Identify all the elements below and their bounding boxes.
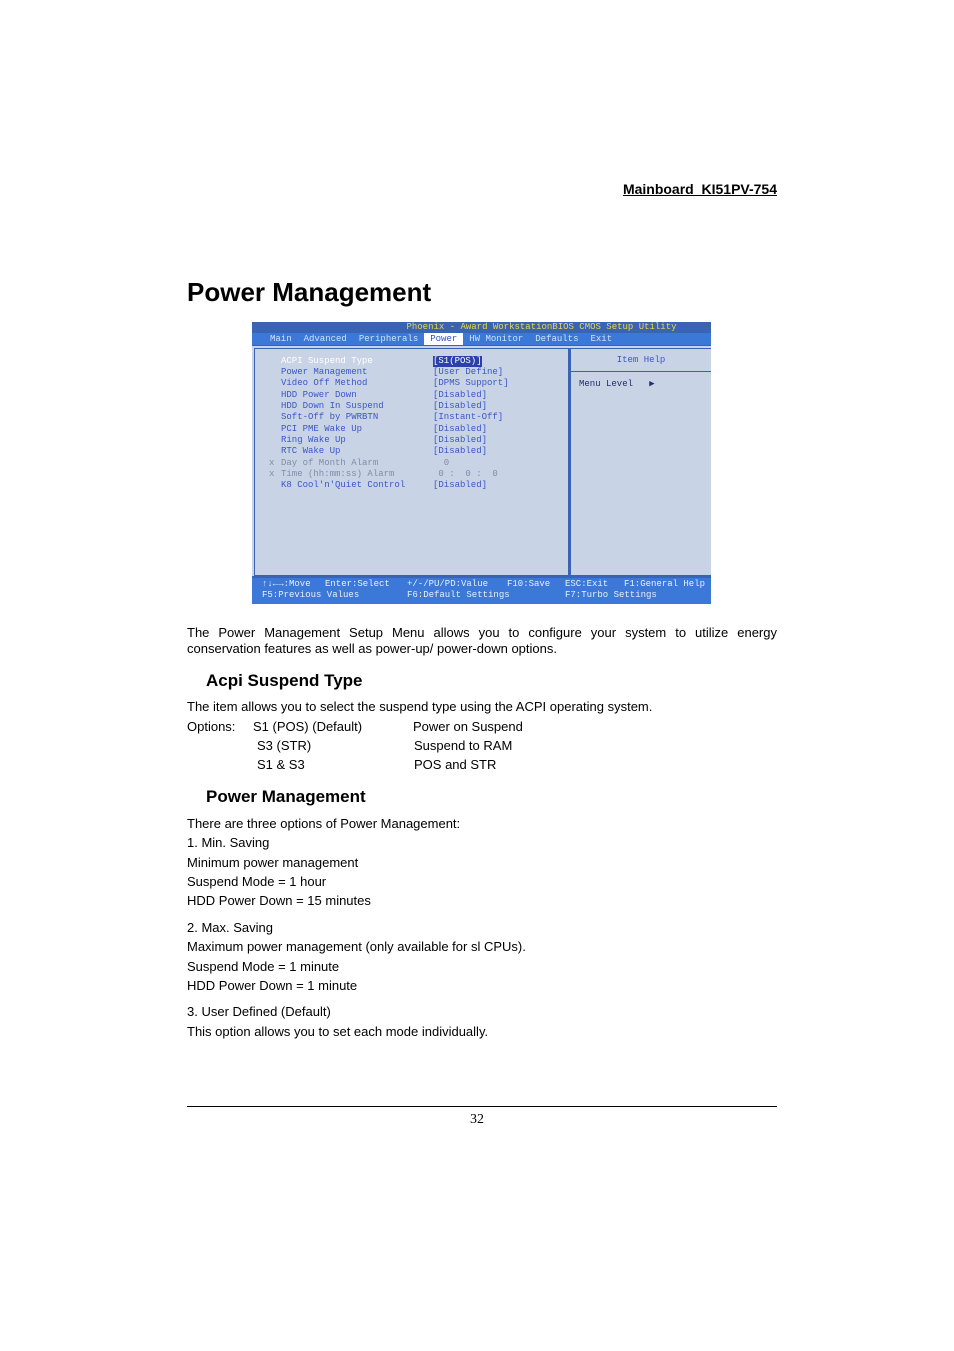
footer-rule bbox=[187, 1106, 777, 1107]
option-desc: Suspend to RAM bbox=[414, 738, 513, 753]
bios-menu-defaults: Defaults bbox=[535, 334, 579, 344]
option-desc: Power on Suspend bbox=[413, 719, 523, 734]
option-name: S3 (STR) bbox=[257, 738, 312, 753]
pm-line: 2. Max. Saving bbox=[187, 920, 273, 935]
bios-title: Phoenix - Award WorkstationBIOS CMOS Setup Utility bbox=[406, 322, 677, 332]
option-name: S1 & S3 bbox=[257, 757, 305, 772]
pm-heading: Power Management bbox=[206, 787, 366, 806]
bios-footer-key: Enter:Select bbox=[325, 579, 390, 589]
help-divider bbox=[571, 371, 711, 372]
bios-menu-exit: Exit bbox=[590, 334, 613, 344]
pm-line: There are three options of Power Management: bbox=[187, 816, 461, 831]
bios-footer bbox=[252, 578, 711, 604]
pm-line: 1. Min. Saving bbox=[187, 835, 270, 850]
bios-footer-key: F7:Turbo Settings bbox=[565, 590, 657, 600]
help-title: Item Help bbox=[616, 355, 666, 365]
bios-screenshot bbox=[252, 322, 711, 604]
bios-menu-hw-monitor: HW Monitor bbox=[469, 334, 524, 344]
acpi-heading: Acpi Suspend Type bbox=[206, 671, 363, 690]
page-number: 32 bbox=[470, 1112, 484, 1127]
bios-menu-power: Power bbox=[424, 333, 463, 345]
bios-footer-key: F10:Save bbox=[507, 579, 551, 589]
pm-line: HDD Power Down = 15 minutes bbox=[187, 893, 371, 908]
header-title: Mainboard KI51PV-754 bbox=[622, 181, 777, 197]
pm-line: This option allows you to set each mode individually. bbox=[187, 1024, 489, 1039]
option-desc: POS and STR bbox=[414, 757, 497, 772]
bios-footer-key: F5:Previous Values bbox=[262, 590, 360, 600]
pm-line: Minimum power management bbox=[187, 855, 359, 870]
pm-line: Suspend Mode = 1 minute bbox=[187, 959, 340, 974]
intro-paragraph: The Power Management Setup Menu allows you to configure your system to utilize energy conservation features as well as power-up/ power-down options. bbox=[187, 625, 777, 656]
pm-line: Suspend Mode = 1 hour bbox=[187, 874, 327, 889]
pm-line: Maximum power management (only available for sl CPUs). bbox=[187, 939, 526, 954]
option-name: S1 (POS) (Default) bbox=[253, 719, 363, 734]
bios-footer-key: +/-/PU/PD:Value bbox=[407, 579, 489, 589]
bios-menu-main: Main bbox=[270, 334, 292, 344]
bios-settings-panel: ACPI Suspend Type [S1(POS)] Power Management [User Define] Video Off Method [DPMS Support] HDD Power Down [Disabled] HDD Down In Suspend [Disabled] Soft-Off by PWRBTN [Instant-Off] PCI PME Wake Up [Disabled] Ring Wake Up [Disabled] RTC Wake Up [Disabled] x Day of Month Alarm 0 x Time (hh:mm:ss) Alarm 0 : 0 : 0 K8 Cool'n'Quiet Control [Disabled] bbox=[254, 348, 569, 576]
bios-footer-key: ↑↓←→:Move bbox=[262, 579, 311, 589]
pm-line: 3. User Defined (Default) bbox=[187, 1004, 331, 1019]
bios-help-panel bbox=[569, 348, 711, 576]
help-text: Menu Level ▶ bbox=[579, 379, 655, 389]
bios-menu-peripherals: Peripherals bbox=[358, 334, 419, 344]
bios-footer-key: ESC:Exit bbox=[565, 579, 609, 589]
bios-menu-advanced: Advanced bbox=[303, 334, 347, 344]
pm-line: HDD Power Down = 1 minute bbox=[187, 978, 358, 993]
page-title: Power Management bbox=[187, 277, 432, 307]
options-label: Options: bbox=[187, 719, 236, 734]
acpi-description: The item allows you to select the suspend type using the ACPI operating system. bbox=[187, 699, 653, 714]
bios-footer-key: F6:Default Settings bbox=[407, 590, 510, 600]
bios-menubar bbox=[252, 333, 711, 345]
bios-body bbox=[252, 346, 711, 576]
bios-footer-key: F1:General Help bbox=[624, 579, 706, 589]
